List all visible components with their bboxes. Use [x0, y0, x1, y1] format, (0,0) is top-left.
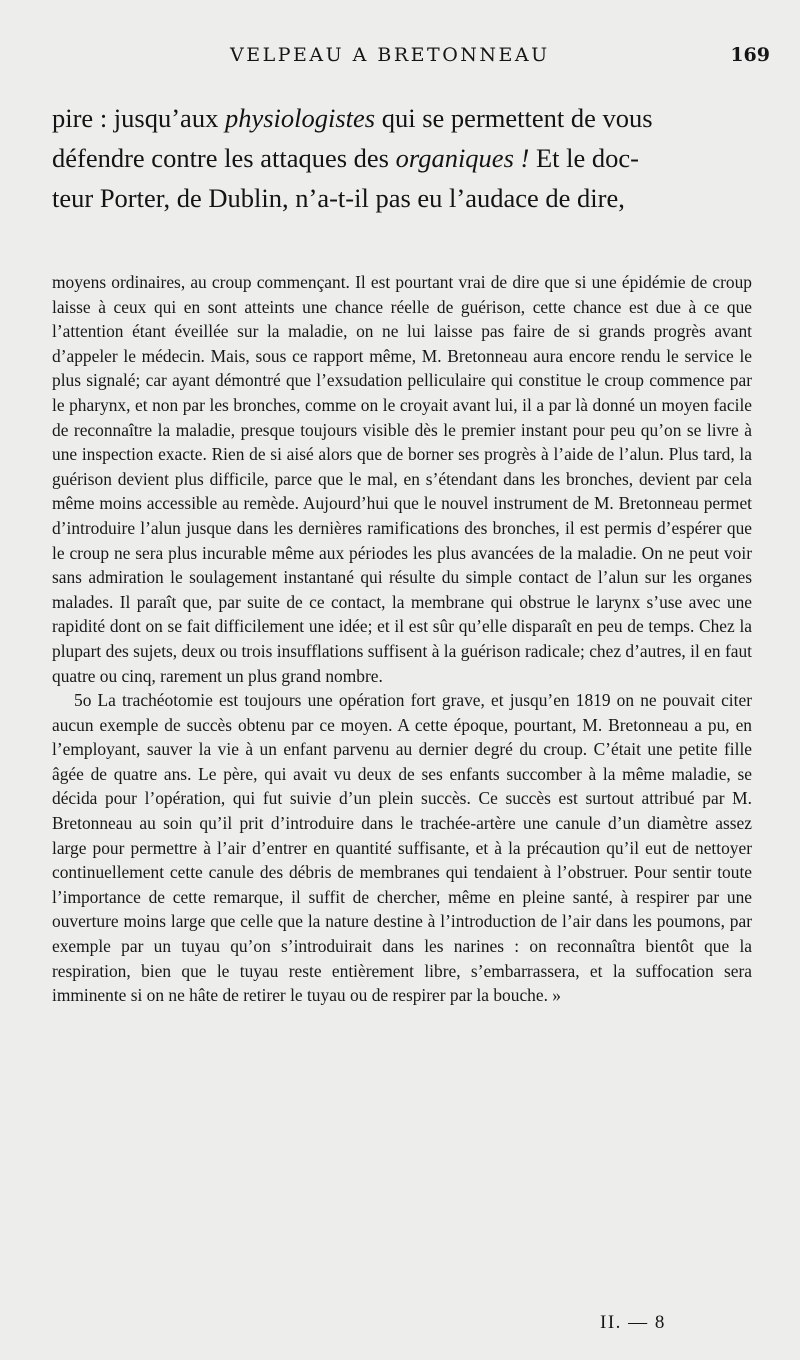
signature-mark: II. — 8 — [600, 1312, 666, 1333]
overlay-line-3: teur Porter, de Dublin, n’a-t-il pas eu l’audace de dire, — [52, 183, 625, 213]
overlay-line-2: défendre contre les attaques des organiques ! Et le doc- — [52, 143, 639, 173]
italic-term-organiques: organiques ! — [395, 143, 530, 173]
overlaid-text-strip — [52, 98, 752, 218]
running-title: VELPEAU A BRETONNEAU — [230, 44, 550, 66]
running-header — [230, 44, 770, 74]
body-text — [52, 270, 752, 1008]
page-number: 169 — [730, 44, 770, 66]
overlay-line-1: pire : jusqu’aux physiologistes qui se permettent de vous — [52, 103, 653, 133]
paragraph-tracheotomie: 5o La trachéotomie est toujours une opération fort grave, et jusqu’en 1819 on ne pouvait citer aucun exemple de succès obtenu par ce moyen. A cette époque, pourtant, M. Bretonneau a pu, en l’employant, sauver la vie à un enfant parvenu au dernier degré du croup. C’était une petite fille âgée de quatre ans. Le père, qui avait vu deux de ses enfants succomber à la même maladie, se décida pour l’opération, qui fut suivie d’un plein succès. Ce succès est surtout attribué par M. Bretonneau au soin qu’il prit d’introduire dans le trachée-artère une canule d’un diamètre assez large pour permettre à l’air d’entrer en quantité suffisante, et à la précaution qu’il eut de nettoyer continuellement cette canule des débris de membranes qui tendaient à l’obstruer. Pour sentir toute l’importance de cette remarque, il suffit de chercher, même en pleine santé, à respirer par une ouverture moins large que celle que la nature destine à l’introduction de l’air dans les poumons, par exemple par un tuyau qu’on s’introduirait dans les narines : on reconnaîtra bientôt que la respiration, bien que le tuyau reste entièrement libre, s’embarrassera, et la suffocation sera imminente si on ne hâte de retirer le tuyau ou de respirer par la bouche. » — [52, 690, 752, 1006]
italic-term-physiologistes: physiologistes — [224, 103, 376, 133]
paragraph-croup-alun: moyens ordinaires, au croup commençant. Il est pourtant vrai de dire que si une épidémie de croup laisse à ceux qui en sont atteints une chance réelle de guérison, cette chance est due à ce que l’attention étant éveillée sur la maladie, on ne lui laisse pas faire de si grands progrès avant d’appeler le médecin. Mais, sous ce rapport même, M. Bretonneau aura encore rendu le service le plus signalé; car ayant démontré que l’exsudation pelliculaire qui constitue le croup commence par le pharynx, et non par les bronches, comme on le croyait avant lui, il a par là donné un moyen facile de reconnaître la maladie, presque toujours visible dès le premier instant pour peu qu’on se livre à une inspection exacte. Rien de si aisé alors que de borner ses progrès à l’aide de l’alun. Plus tard, la guérison devient plus difficile, parce que le mal, en s’étendant dans les bronches, devient par cela même moins accessible au remède. Aujourd’hui que le nouvel instrument de M. Bretonneau permet d’introduire l’alun jusque dans les dernières ramifications des bronches, il est permis d’espérer que le croup ne sera plus incurable même aux périodes les plus avancées de la maladie. On ne peut voir sans admiration le soulagement instantané qui résulte du simple contact de l’alun sur les organes malades. Il paraît que, par suite de ce contact, la membrane qui obstrue le larynx s’use avec une rapidité dont on se fait difficilement une idée; et il est sûr qu’elle disparaît en peu de temps. Chez la plupart des sujets, deux ou trois insufflations suffisent à la guérison radicale; chez d’autres, il en faut quatre ou cinq, rarement un plus grand nombre. — [52, 272, 752, 686]
